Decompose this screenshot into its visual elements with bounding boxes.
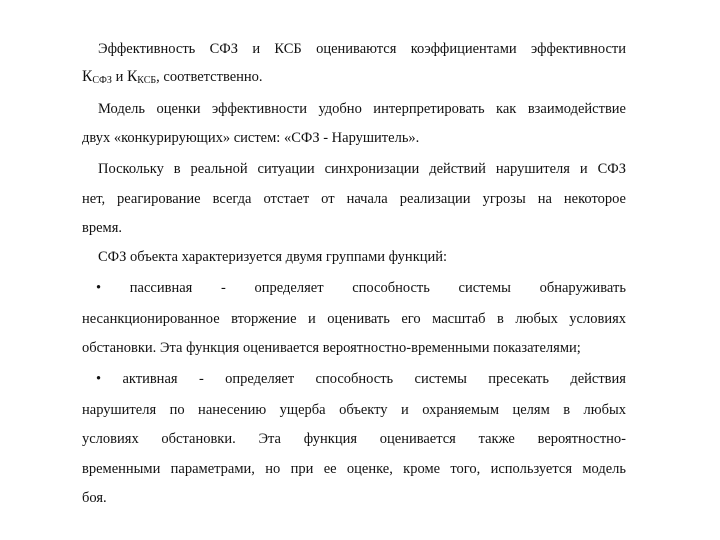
bullet-2-word: - — [198, 371, 204, 387]
bullet-2-line-5: боя. — [82, 490, 107, 506]
k-ksb-symbol: К — [126, 68, 138, 85]
paragraph-2-line-2: двух «конкурирующих» систем: «СФЗ - Нарушитель». — [82, 130, 420, 146]
paragraph-3-line-3: время. — [82, 220, 123, 236]
bullet-1-word: системы — [458, 280, 511, 296]
bullet-1-line-2: несанкционированное вторжение и оценивать его масштаб в любых условиях — [82, 311, 626, 327]
bullet-2-line-4: временными параметрами, но при ее оценке, кроме того, используется модель — [82, 461, 626, 477]
bullet-1-word: определяет — [254, 280, 324, 296]
k-sfz-subscript: СФЗ — [92, 75, 112, 86]
paragraph-3-line-2: нет, реагирование всегда отстает от начала реализации угрозы на некоторое — [82, 191, 626, 207]
paragraph-1-end: , соответственно. — [156, 69, 263, 85]
paragraph-1-line-1: Эффективность СФЗ и КСБ оцениваются коэффициентами эффективности — [98, 41, 626, 57]
and-word: и — [111, 69, 127, 85]
paragraph-1-line-2 — [82, 68, 626, 88]
bullet-2-word: способность — [315, 371, 394, 387]
bullet-1-word: пассивная — [129, 280, 193, 296]
bullet-1-line-1 — [96, 279, 626, 297]
bullet-1-word: обнаруживать — [539, 280, 626, 296]
bullet-2-word: системы — [414, 371, 467, 387]
k-sfz-symbol: К — [82, 68, 93, 85]
bullet-2-word: пресекать — [488, 371, 549, 387]
k-ksb-subscript: КСБ — [137, 75, 157, 86]
bullet-1-line-3: обстановки. Эта функция оценивается вероятностно-временными показателями; — [82, 340, 581, 356]
bullet-2-word: действия — [570, 371, 626, 387]
bullet-2-line-1 — [96, 370, 626, 388]
bullet-2-word: активная — [122, 371, 178, 387]
paragraph-3-line-1: Поскольку в реальной ситуации синхронизации действий нарушителя и СФЗ — [98, 161, 626, 177]
bullet-1-word: способность — [352, 280, 430, 296]
paragraph-4-line-1: СФЗ объекта характеризуется двумя группами функций: — [98, 249, 448, 265]
bullet-2-line-3: условиях обстановки. Эта функция оценивается также вероятностно- — [82, 431, 626, 447]
bullet-2-line-2: нарушителя по нанесению ущерба объекту и охраняемым целям в любых — [82, 402, 626, 418]
bullet-1-marker: • — [96, 280, 102, 296]
bullet-2-marker: • — [96, 371, 102, 387]
bullet-1-word: - — [221, 280, 226, 296]
paragraph-2-line-1: Модель оценки эффективности удобно интерпретировать как взаимодействие — [98, 101, 626, 117]
bullet-2-word: определяет — [225, 371, 295, 387]
